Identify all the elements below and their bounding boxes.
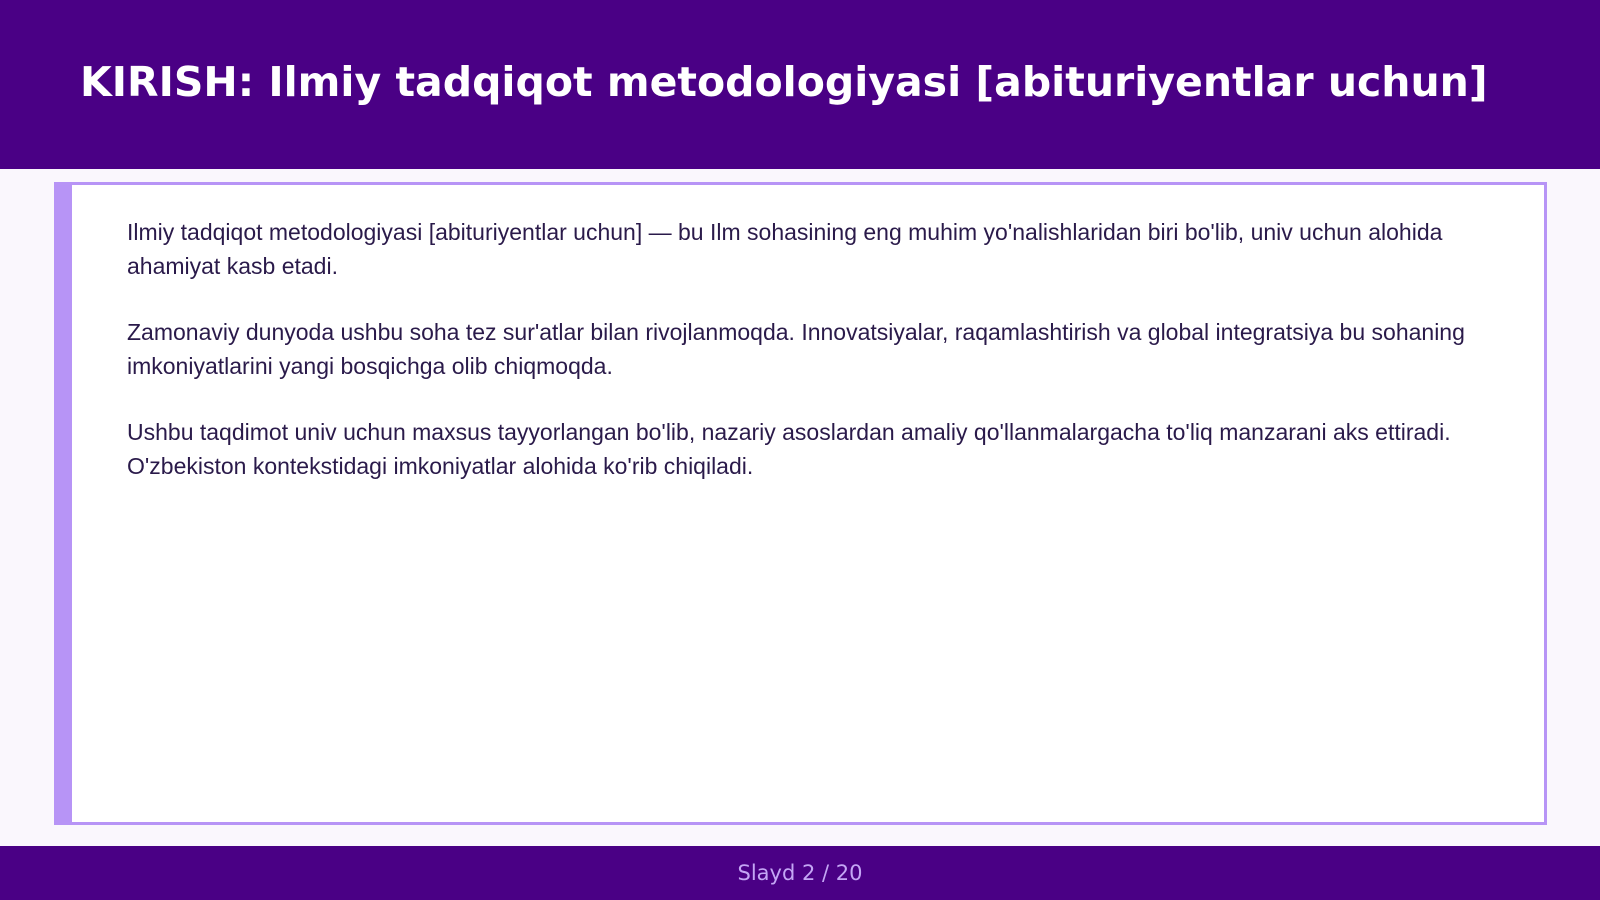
content-card xyxy=(54,182,1547,825)
slide-title: KIRISH: Ilmiy tadqiqot metodologiyasi [abituriyentlar uchun] xyxy=(80,58,1488,106)
paragraph-intro: Ilmiy tadqiqot metodologiyasi [abituriyentlar uchun] — bu Ilm sohasining eng muhim yo'nalishlaridan biri bo'lib, univ uchun alohida ahamiyat kasb etadi. xyxy=(127,219,1443,279)
paragraph-presentation-scope: Ushbu taqdimot univ uchun maxsus tayyorlangan bo'lib, nazariy asoslardan amaliy qo'llanmalargacha to'liq manzarani aks ettiradi. O'zbekiston kontekstidagi imkoniyatlar alohida ko'rib chiqiladi. xyxy=(127,419,1451,479)
slide-header xyxy=(0,0,1600,169)
paragraph-modern-world: Zamonaviy dunyoda ushbu soha tez sur'atlar bilan rivojlanmoqda. Innovatsiyalar, raqamlashtirish va global integratsiya bu sohaning imkoniyatlarini yangi bosqichga olib chiqmoqda. xyxy=(127,319,1465,379)
slide-counter: Slayd 2 / 20 xyxy=(737,861,863,885)
slide-footer xyxy=(0,846,1600,900)
